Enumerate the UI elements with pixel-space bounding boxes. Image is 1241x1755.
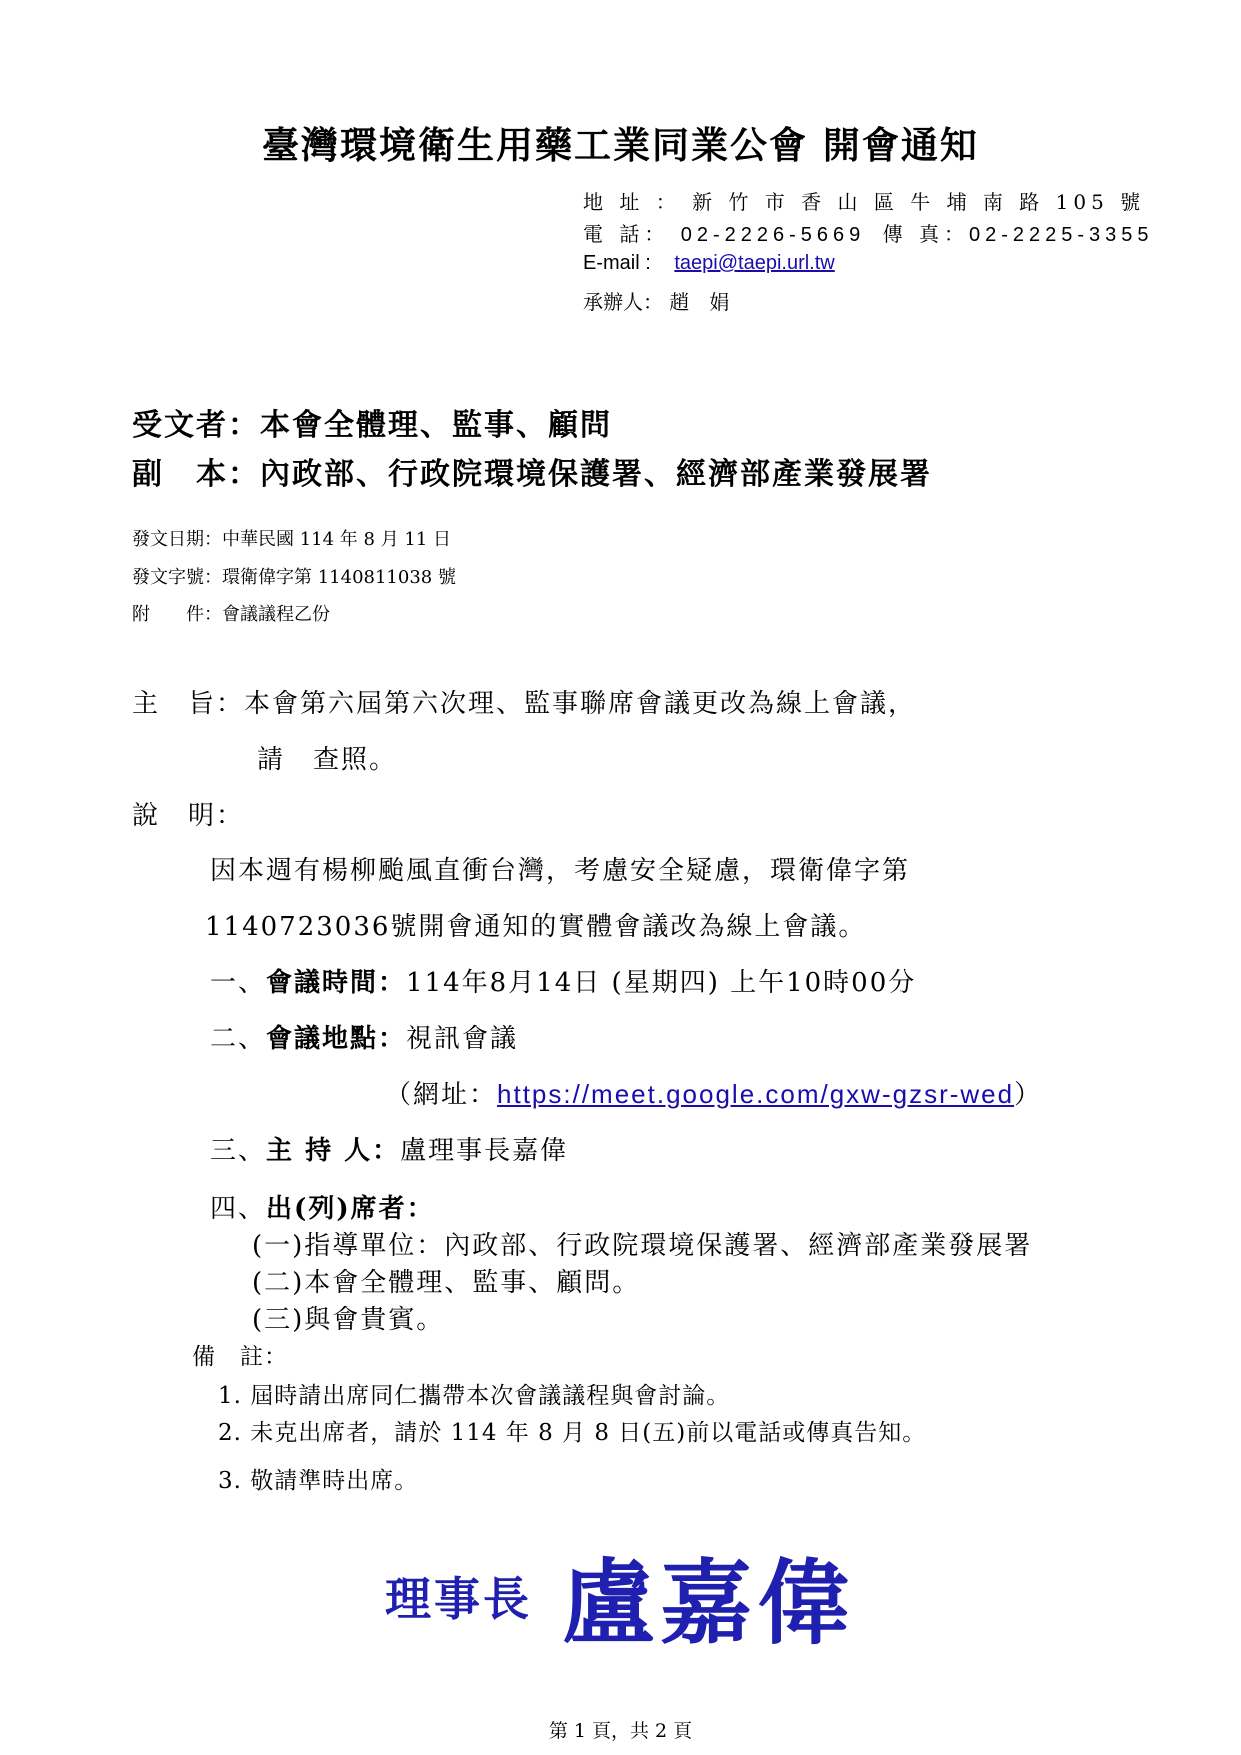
attachment-value: 會議議程乙份 — [222, 604, 330, 625]
item-number: 一、 — [210, 968, 267, 998]
phone-value: 02-2226-5669 — [680, 224, 866, 246]
meeting-time-value: 114年8月14日 (星期四) 上午10時00分 — [406, 968, 917, 998]
email-line — [583, 252, 835, 275]
item-number: 二、 — [210, 1024, 267, 1054]
host-item — [210, 1130, 568, 1167]
attendee-line: (一)指導單位：內政部、行政院環境保護署、經濟部產業發展署 — [252, 1231, 1033, 1261]
host-label: 主 持 人： — [266, 1136, 401, 1166]
handler-label: 承辦人： — [583, 290, 663, 314]
subject-label: 主 旨： — [132, 689, 245, 719]
recipient-value: 本會全體理、監事、顧問 — [260, 408, 612, 443]
meeting-url-link[interactable]: https://meet.google.com/gxw-gzsr-wed — [497, 1079, 1015, 1109]
meeting-time-label: 會議時間： — [266, 968, 407, 998]
email-link[interactable]: taepi@taepi.url.tw — [674, 252, 835, 274]
meeting-place-label: 會議地點： — [266, 1024, 407, 1054]
email-label: E-mail : — [583, 252, 651, 274]
recipient-label: 受文者： — [132, 408, 260, 443]
subject-line-2: 請 查照。 — [257, 745, 398, 775]
issue-date — [132, 525, 451, 551]
explanation-paragraph-line-2: 1140723036號開會通知的實體會議改為線上會議。 — [205, 912, 867, 942]
attendees-label: 出(列)席者： — [266, 1194, 435, 1224]
issue-number-label: 發文字號： — [132, 567, 222, 588]
meeting-url-line — [385, 1074, 1042, 1111]
address-label: 地 址 ： — [583, 190, 681, 214]
signature-title: 理事長 — [384, 1572, 532, 1626]
host-value: 盧理事長嘉偉 — [400, 1136, 569, 1166]
attendee-line: (三)與會貴賓。 — [252, 1305, 445, 1335]
page-footer: 第 1 頁，共 2 頁 — [548, 1720, 693, 1742]
explanation-label: 說 明： — [132, 801, 245, 831]
url-prefix: （網址： — [385, 1080, 498, 1110]
remark-item: 2. 未克出席者，請於 114 年 8 月 8 日(五)前以電話或傳真告知。 — [218, 1420, 927, 1446]
address-line — [583, 186, 1145, 215]
handler-line — [583, 286, 729, 315]
copy-value: 內政部、行政院環境保護署、經濟部產業發展署 — [260, 457, 932, 492]
subject-line — [132, 683, 916, 720]
meeting-place-value: 視訊會議 — [406, 1024, 519, 1054]
item-number: 三、 — [210, 1136, 267, 1166]
url-suffix: ） — [1014, 1080, 1043, 1110]
attachment — [132, 600, 330, 626]
remark-item: 3. 敬請準時出席。 — [218, 1468, 419, 1494]
issue-date-label: 發文日期： — [132, 529, 222, 550]
subject-text: 本會第六屆第六次理、監事聯席會議更改為線上會議， — [244, 689, 917, 719]
issue-number — [132, 563, 456, 589]
explanation-paragraph-line-1: 因本週有楊柳颱風直衝台灣，考慮安全疑慮，環衛偉字第 — [210, 856, 911, 886]
recipient-line — [132, 400, 612, 444]
phone-label: 電 話： — [583, 222, 670, 246]
remark-item: 1. 屆時請出席同仁攜帶本次會議議程與會討論。 — [218, 1383, 731, 1409]
fax-value: 02-2225-3355 — [969, 224, 1154, 246]
attendee-line: (二)本會全體理、監事、顧問。 — [252, 1268, 641, 1298]
fax-label: 傳 真： — [882, 222, 969, 246]
document-title: 臺灣環境衛生用藥工業同業公會 開會通知 — [262, 123, 979, 167]
issue-number-value: 環衛偉字第 1140811038 號 — [222, 567, 456, 588]
issue-date-value: 中華民國 114 年 8 月 11 日 — [222, 529, 452, 550]
remarks-label: 備 註： — [192, 1344, 288, 1370]
item-number: 四、 — [210, 1194, 267, 1224]
handler-value: 趙 娟 — [669, 290, 730, 314]
copy-label: 副 本： — [132, 457, 260, 492]
signature-stamp — [0, 1530, 1241, 1662]
meeting-place-item — [210, 1018, 518, 1055]
phone-line — [583, 218, 1154, 247]
signature-name: 盧嘉偉 — [561, 1549, 856, 1657]
attachment-label: 附 件： — [132, 604, 222, 625]
meeting-time-item — [210, 962, 916, 999]
attendees-item — [210, 1188, 435, 1225]
copy-line — [132, 449, 932, 493]
address-value: 新 竹 市 香 山 區 牛 埔 南 路 105 號 — [692, 190, 1146, 214]
